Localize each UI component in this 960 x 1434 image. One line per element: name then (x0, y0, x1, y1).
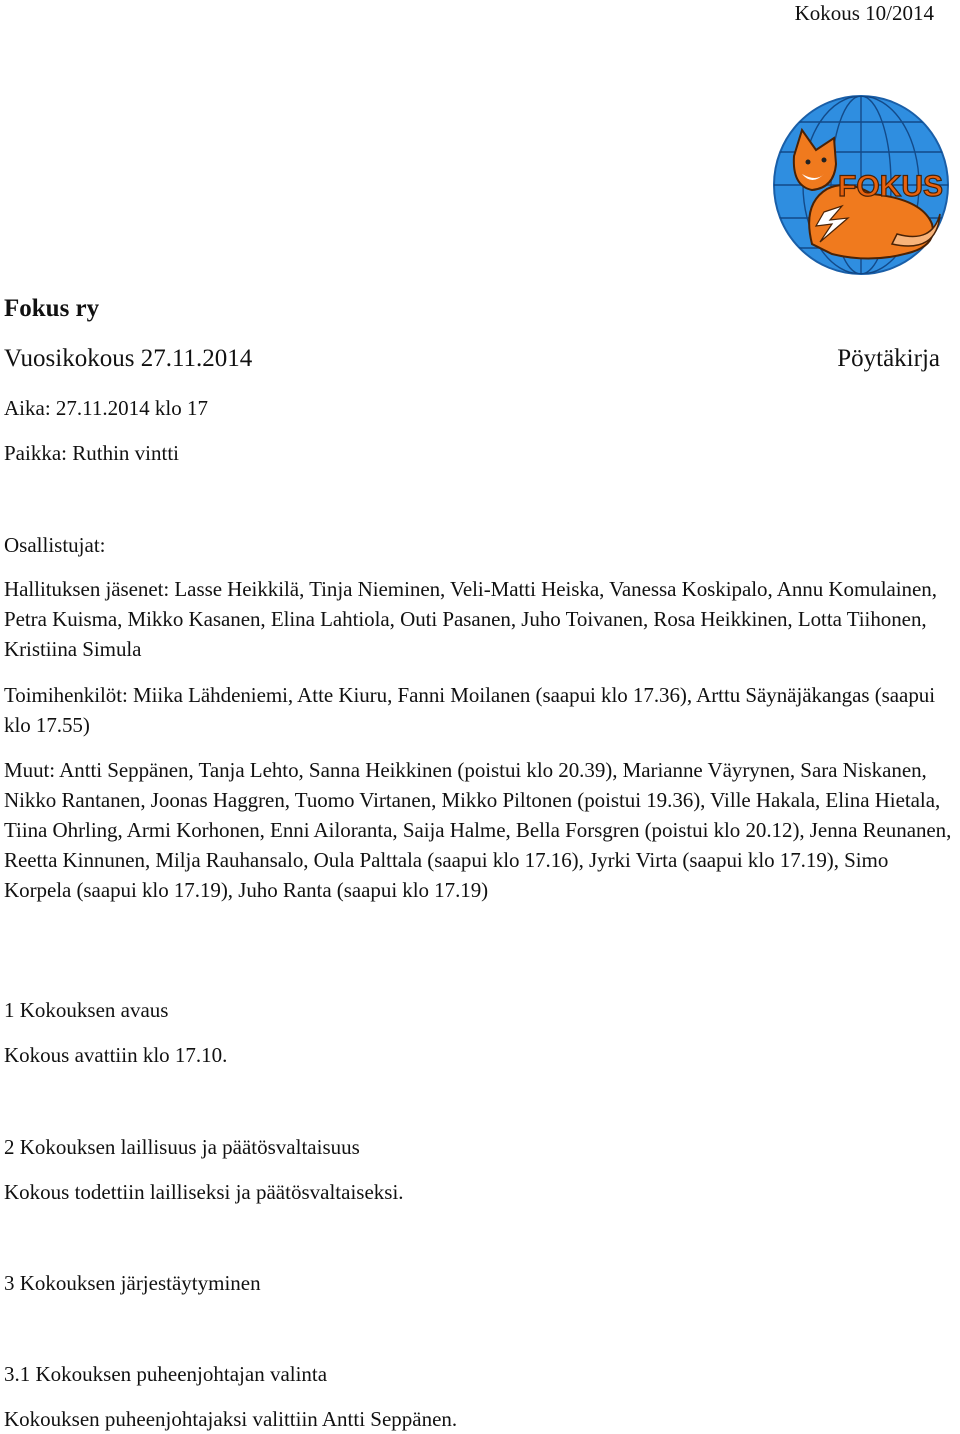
section-heading: 2 Kokouksen laillisuus ja päätösvaltaisuus (4, 1135, 360, 1159)
organization-name: Fokus ry (4, 295, 100, 322)
section-body: Kokouksen puheenjohtajaksi valittiin Antti Seppänen. (4, 1407, 458, 1431)
section-body: Kokous todettiin lailliseksi ja päätösvaltaiseksi. (4, 1180, 404, 1204)
other-participants: Muut: Antti Seppänen, Tanja Lehto, Sanna Heikkinen (poistui klo 20.39), Marianne Väyrynen, Sara Niskanen, Nikko Rantanen, Joonas Haggren, Tuomo Virtanen, Mikko Piltonen (poistui 19.36), Ville Hakala, Elina Hietala, Tiina Ohrling, Armi Korhonen, Enni Ailoranta, Saija Halme, Bella Forsgren (poistui klo 20.12), Jenna Reunanen, Reetta Kinnunen, Milja Rauhansalo, Oula Palttala (saapui klo 17.16), Jyrki Virta (saapui klo 17.19), Simo Korpela (saapui klo 17.19), Juho Ranta (saapui klo 17.19) (4, 758, 952, 902)
fokus-logo (772, 94, 950, 276)
section-heading: 3 Kokouksen järjestäytyminen (4, 1271, 261, 1295)
document-type: Pöytäkirja (837, 345, 940, 372)
meeting-time: Aika: 27.11.2014 klo 17 (4, 396, 208, 420)
section-heading: 3.1 Kokouksen puheenjohtajan valinta (4, 1362, 328, 1386)
section-heading: 1 Kokouksen avaus (4, 998, 169, 1022)
board-members: Hallituksen jäsenet: Lasse Heikkilä, Tinja Nieminen, Veli-Matti Heiska, Vanessa Koskipalo, Annu Komulainen, Petra Kuisma, Mikko Kasanen, Elina Lahtiola, Outi Pasanen, Juho Toivanen, Rosa Heikkinen, Lotta Tiihonen, Kristiina Simula (4, 577, 937, 661)
meeting-title-row (4, 344, 940, 374)
officials: Toimihenkilöt: Miika Lähdeniemi, Atte Kiuru, Fanni Moilanen (saapui klo 17.36), Arttu Säynäjäkangas (saapui klo 17.55) (4, 683, 936, 737)
section-body: Kokous avattiin klo 17.10. (4, 1043, 228, 1067)
participants-heading: Osallistujat: (4, 533, 106, 557)
fox-globe-logo-icon (772, 94, 950, 276)
meeting-title: Vuosikokous 27.11.2014 (4, 345, 253, 372)
meeting-number: Kokous 10/2014 (794, 1, 934, 25)
logo-text: FOKUS (838, 170, 943, 203)
meeting-place: Paikka: Ruthin vintti (4, 441, 180, 465)
